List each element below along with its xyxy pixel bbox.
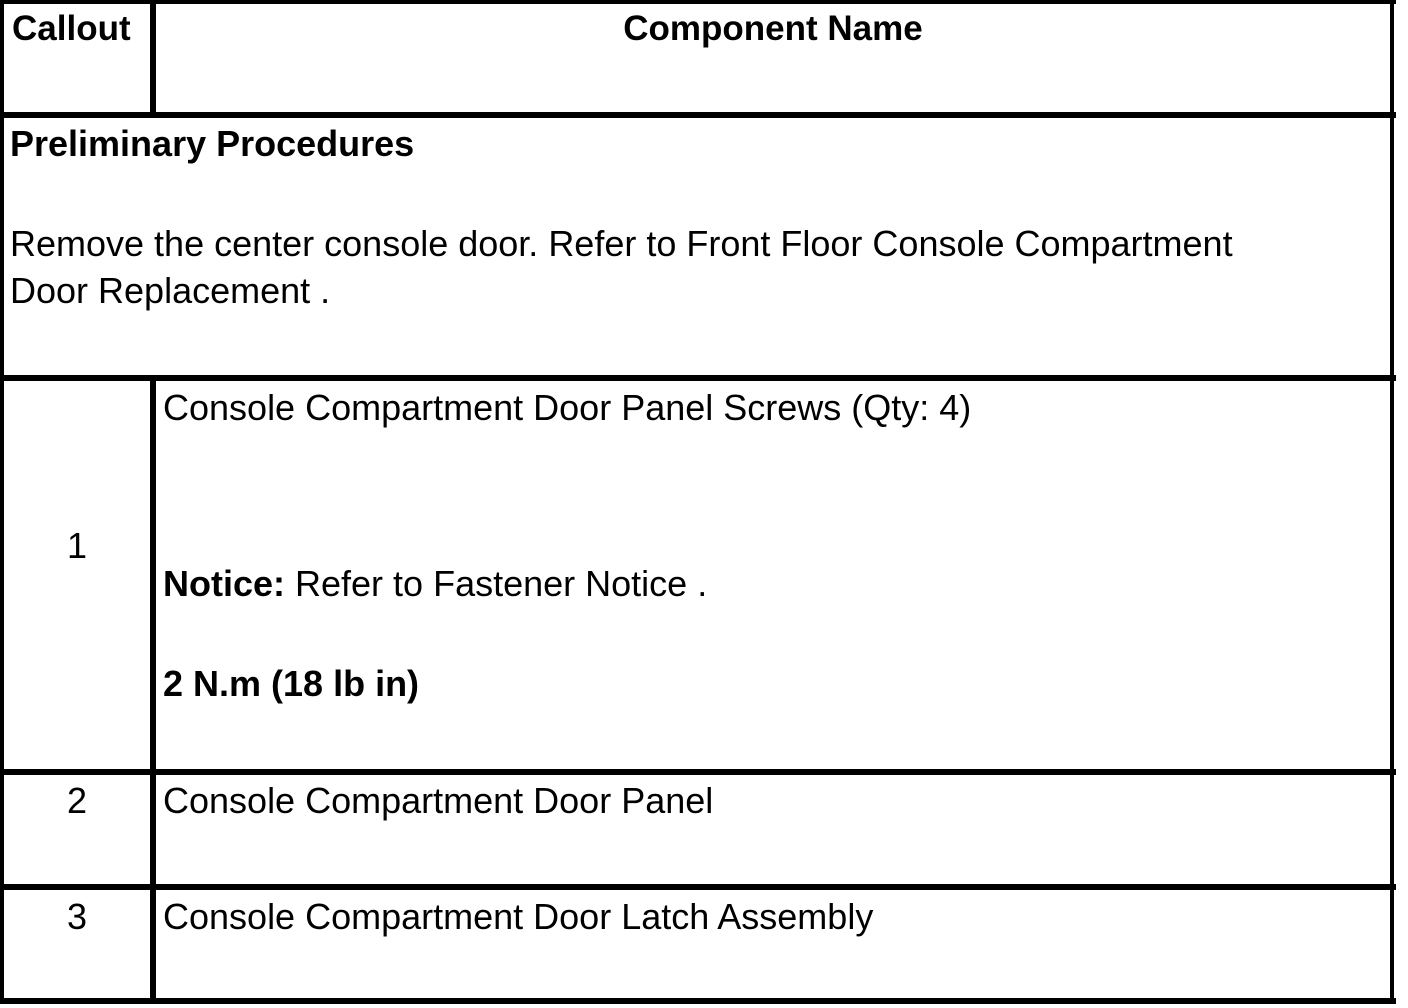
- row1-callout: 1: [66, 525, 88, 566]
- row1-notice: [163, 560, 707, 607]
- row-divider-header: [0, 112, 1396, 118]
- row2-callout: 2: [66, 780, 88, 821]
- table-border-right: [1390, 0, 1394, 1004]
- row1-notice-label: Notice:: [163, 563, 286, 604]
- row-divider-row1: [0, 769, 1396, 775]
- header-callout: Callout: [12, 9, 131, 48]
- preliminary-heading: Preliminary Procedures: [10, 123, 415, 164]
- preliminary-text-line1: Remove the center console door. Refer to Front Floor Console Compartment: [10, 223, 1233, 264]
- row2-component: Console Compartment Door Panel: [163, 780, 714, 821]
- table-border-left: [0, 0, 4, 1004]
- table-border-bottom: [0, 998, 1396, 1004]
- header-component-name: Component Name: [623, 9, 923, 48]
- row1-notice-text: Refer to Fastener Notice .: [285, 563, 708, 604]
- row3-component: Console Compartment Door Latch Assembly: [163, 896, 874, 937]
- preliminary-text-line2: Door Replacement .: [10, 270, 331, 311]
- row1-torque: 2 N.m (18 lb in): [163, 663, 420, 704]
- row3-callout: 3: [66, 896, 88, 937]
- row-divider-row2: [0, 884, 1396, 890]
- table-border-top: [0, 0, 1396, 4]
- row-divider-preliminary: [0, 375, 1396, 381]
- row1-component: Console Compartment Door Panel Screws (Qty: 4): [163, 387, 972, 428]
